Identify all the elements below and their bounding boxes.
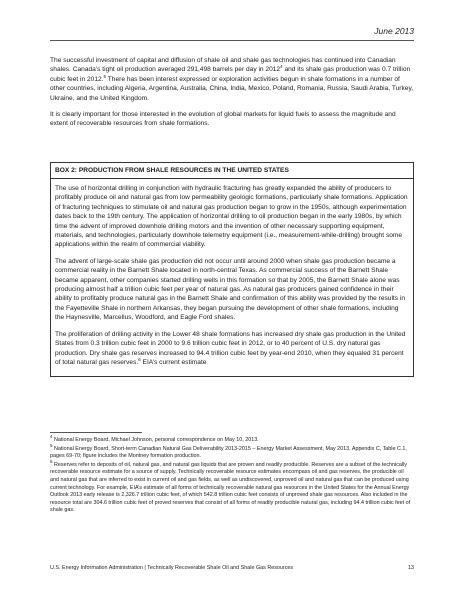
footnote-5: $^5$ National Energy Board, Short-term Canadian Natural Gas Deliverability 2013-2015 – Energy Market Assessment, May 2013, Appendix C, Table C.1, pages 69-70; figure includes the Montney formation production. bbox=[50, 442, 407, 460]
footer-source: U.S. Energy Information Administration | Technically Recoverable Shale Oil and Shale Gas Resources bbox=[50, 565, 294, 571]
box-body bbox=[51, 179, 413, 376]
footnotes bbox=[50, 434, 414, 516]
header-date: June 2013 bbox=[374, 26, 414, 36]
box-paragraph-2: The advent of large-scale shale gas production did not occur until around 2000 when shale gas production became a commercial reality in the Barnett Shale located in north-central Texas. As commercial success of the Barnett Shale became apparent, other companies started drilling wells in this formation so that by 2005, the Barnett Shale alone was producing almost half a trillion cubic feet per year of natural gas. As natural gas producers gained confidence in their ability to profitably produce natural gas in the Barnett Shale and confirmation of this ability was provided by the results in the Fayetteville Shale in northern Arkansas, they began pursuing the development of other shale formations, including the Haynesville, Marcellus, Woodford, and Eagle Ford shales. bbox=[55, 257, 406, 322]
footnote-ref-5: 5 bbox=[103, 73, 107, 79]
box-paragraph-1: The use of horizontal drilling in conjunction with hydraulic fracturing has greatly expanded the ability of producers to profitably produce oil and natural gas from low permeability geologic formations, particularly shale formations. Application of fracturing techniques to stimulate oil and natural gas production began to grow in the 1950s, although experimentation dates back to the 19th century. The application of horizontal drilling to oil production began in the early 1980s, by which time the advent of improved downhole drilling motors and the invention of other necessary supporting equipment, materials, and technologies, particularly downhole telemetry equipment (i.e., measurement-while-drilling) brought some applications within the realm of commercial viability. bbox=[55, 185, 408, 249]
intro-paragraph-1: The successful investment of capital and diffusion of shale oil and shale gas technologies has continued into Canadian shales. Canada’s tight oil production averaged 291,498 barrels per day in 2012$^4$ and its shale gas production was 0.7 trillion cubic feet in 2012.$^5$ There has been interest expressed or exploration activities begun in shale formations in a number of other countries, including Algeria, Argentina, Australia, China, India, Mexico, Poland, Romania, Russia, Saudi Arabia, Turkey, Ukraine, and the United Kingdom. bbox=[50, 57, 414, 102]
intro-section bbox=[50, 56, 414, 129]
footnote-ref-6: 6 bbox=[138, 356, 141, 362]
box-paragraph-3: The proliferation of drilling activity in the Lower 48 shale formations has increased dry shale gas production in the United States from 0.3 trillion cubic feet in 2000 to 9.6 trillion cubic feet in 2012, or to 40 percent of U.S. dry natural gas production. Dry shale gas reserves increased to 94.4 trillion cubic feet by year-end 2010, when they equaled 31 percent of total natural gas reserves.$^6$ EIA’s current estimate bbox=[55, 330, 406, 366]
page-footer bbox=[50, 565, 414, 571]
intro-paragraph-2: It is clearly important for those interested in the evolution of global markets for liquid fuels to assess the magnitude and extent of recoverable resources from shale formations. bbox=[50, 111, 396, 128]
footnote-ref-4: 4 bbox=[280, 64, 283, 70]
page-number: 13 bbox=[408, 565, 414, 571]
footnote-4: $^4$ National Energy Board, Michael Johnson, personal correspondence on May 10, 2013. bbox=[50, 434, 259, 443]
footnote-6: $^6$ Reserves refer to deposits of oil, natural gas, and natural gas liquids that are proven and readily producible. Reserves are a subset of the technically recoverable resource estimate for a source of supply. Technically recoverable resource estimates encompass oil and gas reserves, the producible oil and natural gas that are inferred to exist in current oil and gas fields, as well as undiscovered, unproved oil and natural gas that can be produced using current technology. For example, EIA’s estimate of all forms of technically recoverable natural gas resources in the United States for the Annual Energy Outlook 2013 early release is 2,326.7 trillion cubic feet, of which 542.8 trillion cubic feet consists of unproved shale gas resources. Also included in the resource total are 304.6 trillion cubic feet of proved reserves that consist of all forms of readily producible natural gas, including 94.4 trillion cubic feet of shale gas. bbox=[50, 458, 411, 514]
info-box bbox=[50, 162, 414, 377]
box-title: BOX 2: PRODUCTION FROM SHALE RESOURCES IN THE UNITED STATES bbox=[51, 163, 413, 179]
footnote-rule bbox=[50, 432, 142, 433]
header-rule bbox=[50, 40, 414, 41]
